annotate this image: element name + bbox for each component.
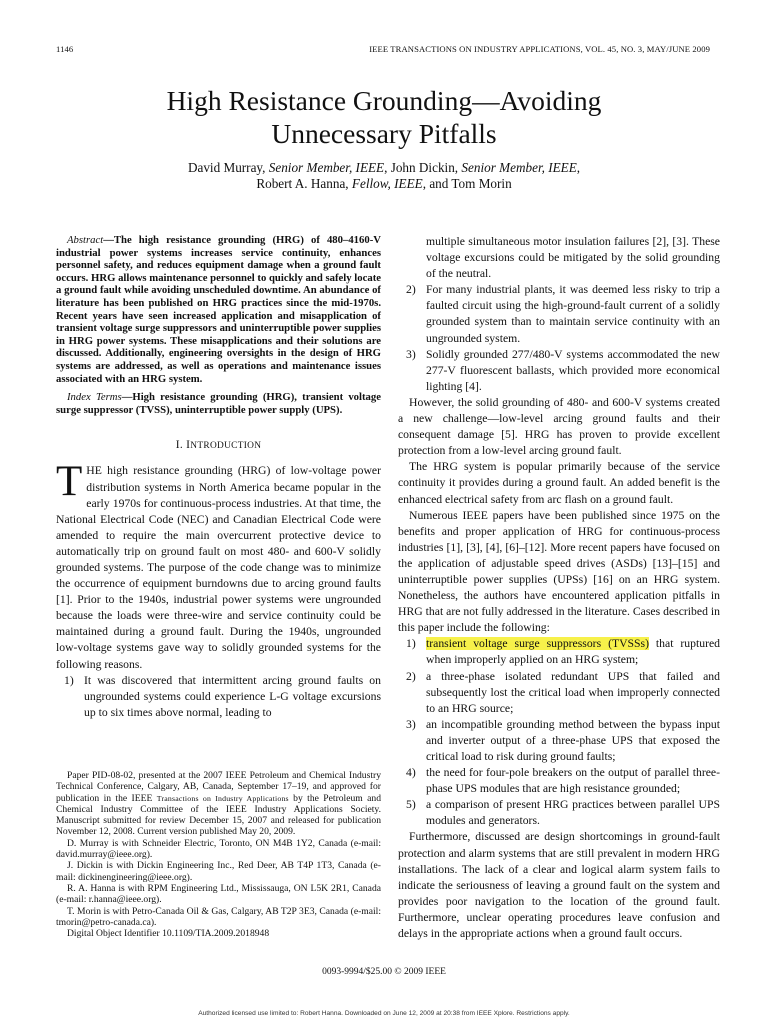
highlighted-text: transient voltage surge suppressors (TVSSs): [426, 637, 649, 651]
footnote-paragraph: J. Dickin is with Dickin Engineering Inc., Red Deer, AB T4P 1T3, Canada (e-mail: dickinengineering@ieee.org).: [56, 860, 381, 883]
author-name: , and Tom Morin: [422, 176, 512, 191]
cases-list: [398, 636, 720, 829]
author-separator: ,: [576, 160, 581, 175]
page-number: 1146: [56, 44, 74, 54]
paper-title: [0, 84, 768, 150]
body-paragraph: Furthermore, discussed are design shortcomings in ground-fault protection and alarm systems that are still prevalent in modern HRG installations. The lack of a clear and logical alarm system fails to indicate the seriousness of leaving a ground fault on the system and provides poor navigation to the location of the ground fault. Furthermore, unclear operating procedures leave confusion and delays in the appropriate actions when a ground fault occurs.: [398, 830, 720, 941]
drop-cap: T: [56, 458, 83, 506]
intro-paragraph: THE high resistance grounding (HRG) of low-voltage power distribution systems in North America became popular in the early 1970s for continuous-process industries. At that time, the National Electrical Code (NEC) and Canadian Electrical Code were amended to require the main overcurrent protective device to automatically trip on ground fault on most 480- and 600-V solidly grounded systems. The purpose of the code change was to minimize the occurrence of equipment burndowns due to arcing ground faults [1]. Prior to the 1940s, industrial power systems were ungrounded because the loads were three-wire and service continuity could be maintained during a ground fault. During the 1940s, ungrounded low-voltage systems gave way to solidly grounded systems for the following reasons.: [56, 458, 381, 671]
author-role: Senior Member, IEEE: [268, 160, 385, 175]
journal-header: IEEE TRANSACTIONS ON INDUSTRY APPLICATIONS, VOL. 45, NO. 3, MAY/JUNE 2009: [369, 44, 710, 54]
list-item: 1) It was discovered that intermittent arcing ground faults on ungrounded systems could experience L-G voltage excursions up to six times above normal, leading to: [64, 673, 381, 719]
list-item: multiple simultaneous motor insulation failures [2], [3]. These voltage excursions could be mitigated by the solid grounding of the neutral.: [426, 235, 720, 281]
author-role: Senior Member, IEEE: [461, 160, 577, 175]
list-item: 1) transient voltage surge suppressors (TVSSs) that ruptured when improperly applied on an HRG system;: [406, 637, 720, 667]
title-line-1: High Resistance Grounding—Avoiding: [166, 85, 602, 116]
author-line-2: [0, 176, 768, 192]
author-name: Robert A. Hanna,: [256, 176, 352, 191]
author-name: David Murray,: [187, 160, 269, 175]
author-list: [0, 160, 768, 192]
body-paragraph: The HRG system is popular primarily because of the service continuity it provides during a ground fault. An added benefit is the enhanced electrical safety from arc flash on a ground fault.: [398, 460, 720, 506]
abstract-text: The high resistance grounding (HRG) of 480–4160-V industrial power systems increases service continuity, enhances personnel safety, and reduces equipment damage when a ground fault occurs. HRG allows maintenance personnel to quickly and safely locate a ground fault while avoiding unscheduled downtime. An abundance of literature has been published on HRG practices since the mid-1970s. Recent years have seen increased application and misapplication of transient voltage surge suppressors and uninterruptible power supplies in HRG power systems. These misapplications and their solutions are discussed. Additionally, engineering oversights in the design of HRG systems are addressed, as well as operations and maintenance issues associated with an HRG system.: [56, 234, 381, 385]
footnote-paragraph: R. A. Hanna is with RPM Engineering Ltd., Mississauga, ON L5K 2R1, Canada (e-mail: r.hanna@ieee.org).: [56, 882, 381, 906]
list-item: 4) the need for four-pole breakers on the output of parallel three-phase UPS modules that are high resistance grounded;: [406, 766, 720, 796]
copyright-line: 0093-9994/$25.00 © 2009 IEEE: [322, 967, 446, 977]
reasons-list: [56, 673, 381, 721]
index-terms: [56, 391, 381, 416]
reasons-list-continued: [398, 234, 720, 395]
list-item: 3) Solidly grounded 277/480-V systems accommodated the new 277-V fluorescent ballasts, which provided more economical lighting [4].: [406, 347, 720, 393]
body-paragraph: However, the solid grounding of 480- and 600-V systems created a new challenge—low-level arcing ground faults and their consequent damage [5]. HRG has proven to provide excellent protection from a low-level arcing ground fault.: [398, 395, 720, 458]
body-paragraph: Numerous IEEE papers have been published since 1975 on the benefits and proper application of HRG for continuous-process industries [1], [3], [4], [6]–[12]. More recent papers have focused on the application of adjustable speed drives (ASDs) [13]–[15] and uninterruptible power supplies (UPSs) [16] on an HRG system. Nonetheless, the authors have encountered application pitfalls in HRG that are not fully addressed in the literature. Cases described in this paper include the following:: [398, 508, 720, 635]
list-item: 2) a three-phase isolated redundant UPS that failed and subsequently lost the critical load when improperly connected to an HRG source;: [406, 669, 720, 715]
doi: Digital Object Identifier 10.1109/TIA.2009.2018948: [67, 928, 270, 940]
license-notice: Authorized licensed use limited to: Robert Hanna. Downloaded on June 12, 2009 at 20:38 from IEEE Xplore. Restrictions apply.: [198, 1010, 570, 1017]
abstract-label: Abstract—: [67, 234, 114, 246]
list-item: 3) an incompatible grounding method between the bypass input and inverter output of a three-phase UPS that exposed the critical load to risk during ground faults;: [406, 717, 720, 763]
author-line-1: [0, 160, 768, 176]
list-item: 2) For many industrial plants, it was deemed less risky to trip a faulted circuit using the high-ground-fault current of a solidly grounded system than to maintain service continuity with an ungrounded system.: [406, 283, 720, 345]
footnote-paragraph: D. Murray is with Schneider Electric, Toronto, ON M4B 1Y2, Canada (e-mail: david.murray@ieee.org).: [56, 837, 381, 861]
title-line-2: Unnecessary Pitfalls: [271, 118, 497, 149]
footnote-paragraph: Paper PID-08-02, presented at the 2007 IEEE Petroleum and Chemical Industry Technical Conference, Calgary, AB, Canada, September 17–19, and approved for publication in the IEEE Transactions on Industry Applications by the Petroleum and Chemical Industry Committee of the IEEE Industry Applications Society. Manuscript submitted for review December 15, 2007 and released for publication November 12, 2008. Current version published May 20, 2009.: [56, 770, 381, 838]
index-terms-text: High resistance grounding (HRG), transient voltage surge suppressor (TVSS), uninterruptible power supply (UPS).: [56, 391, 381, 416]
left-column: [56, 234, 381, 721]
first-page-footnote: [56, 770, 381, 939]
section-heading-introduction: I. INTRODUCTION: [175, 439, 262, 452]
right-column: [398, 234, 720, 942]
list-item: 5) a comparison of present HRG practices between parallel UPS modules and generators.: [406, 798, 720, 828]
author-name: , John Dickin,: [384, 160, 462, 175]
author-role: Fellow, IEEE: [351, 176, 423, 191]
index-terms-label: Index Terms—: [67, 391, 133, 404]
footnote-paragraph: T. Morin is with Petro-Canada Oil & Gas, Calgary, AB T2P 3E3, Canada (e-mail: tmorin@petro-canada.ca).: [56, 905, 381, 928]
abstract: [56, 234, 381, 385]
